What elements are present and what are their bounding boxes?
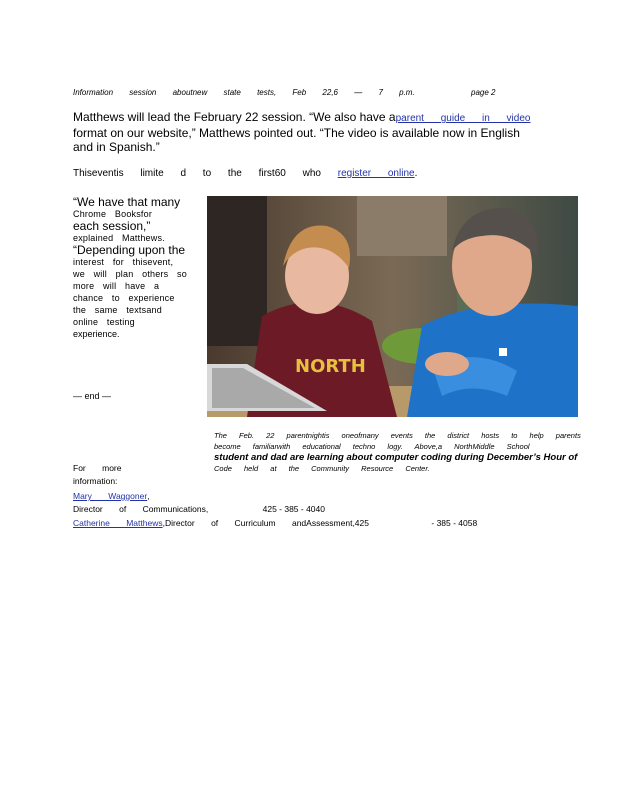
contact-title: ,Director of Curriculum andAssessment,425 xyxy=(162,518,369,528)
contact-mary-title xyxy=(73,504,325,514)
contact-phone: - 385 - 4058 xyxy=(431,518,478,528)
paragraph-session-rest: format on our website,” Matthews pointed out. “The video is available now in English and in Spanish.” xyxy=(73,126,520,154)
pull-quote xyxy=(73,196,193,340)
parent-guide-link[interactable]: parent guide in video xyxy=(395,113,531,124)
contact-phone: 425 - 385 - 4040 xyxy=(262,504,325,514)
register-online-link[interactable]: register online xyxy=(337,168,415,179)
quote-line: interest for thisevent, xyxy=(73,257,174,267)
catherine-matthews-link[interactable]: Catherine Matthews xyxy=(73,518,163,528)
quote-line: experience. xyxy=(73,329,120,339)
contact-title: Director of Communications, xyxy=(73,504,209,514)
quote-line: “Depending upon the xyxy=(73,243,186,257)
quote-line: Chrome Booksfor xyxy=(73,209,153,219)
quote-line: more will have a xyxy=(73,281,160,291)
photo-computer-coding xyxy=(207,196,578,417)
contact-sep: , xyxy=(147,491,150,501)
more-info-line: For more xyxy=(73,463,122,473)
quote-line: the same textsand xyxy=(73,305,162,315)
paragraph-register xyxy=(73,168,417,179)
mary-waggoner-link[interactable]: Mary Waggoner xyxy=(73,491,148,501)
photo-caption xyxy=(214,430,584,474)
caption-line: Code held at the Community Resource Center. xyxy=(214,464,430,473)
page-header-title: Information session aboutnew state tests, Feb 22,6 — 7 p.m. xyxy=(73,88,415,97)
paragraph-session-lead: Matthews will lead the February 22 session. “We also have a xyxy=(73,110,396,124)
photo-illustration xyxy=(207,196,578,417)
caption-line: student and dad are learning about computer coding during December’s Hour of xyxy=(214,452,578,463)
more-info-label xyxy=(73,462,121,488)
paragraph-register-tail: . xyxy=(414,168,418,179)
quote-line: explained Matthews. xyxy=(73,233,165,243)
contact-mary xyxy=(73,491,150,501)
quote-line: we will plan others so xyxy=(73,269,187,279)
quote-line: online testing xyxy=(73,317,135,327)
caption-line: become familiarwith educational techno logy. Above,a NorthMiddle School xyxy=(214,442,530,451)
paragraph-session xyxy=(73,110,543,154)
hoodie-lettering: NORTH xyxy=(295,356,366,377)
page-number: page 2 xyxy=(471,88,496,97)
paragraph-register-lead: Thiseventis limite d to the first60 who xyxy=(73,168,321,179)
quote-line: “We have that many xyxy=(73,195,181,209)
end-mark: — end — xyxy=(73,391,112,401)
more-info-line: information: xyxy=(73,476,118,486)
contact-catherine xyxy=(73,518,477,528)
caption-line: The Feb. 22 parentnightis oneofmany events the district hosts to help parents xyxy=(214,431,581,440)
quote-line: chance to experience xyxy=(73,293,175,303)
quote-line: each session,” xyxy=(73,219,151,233)
